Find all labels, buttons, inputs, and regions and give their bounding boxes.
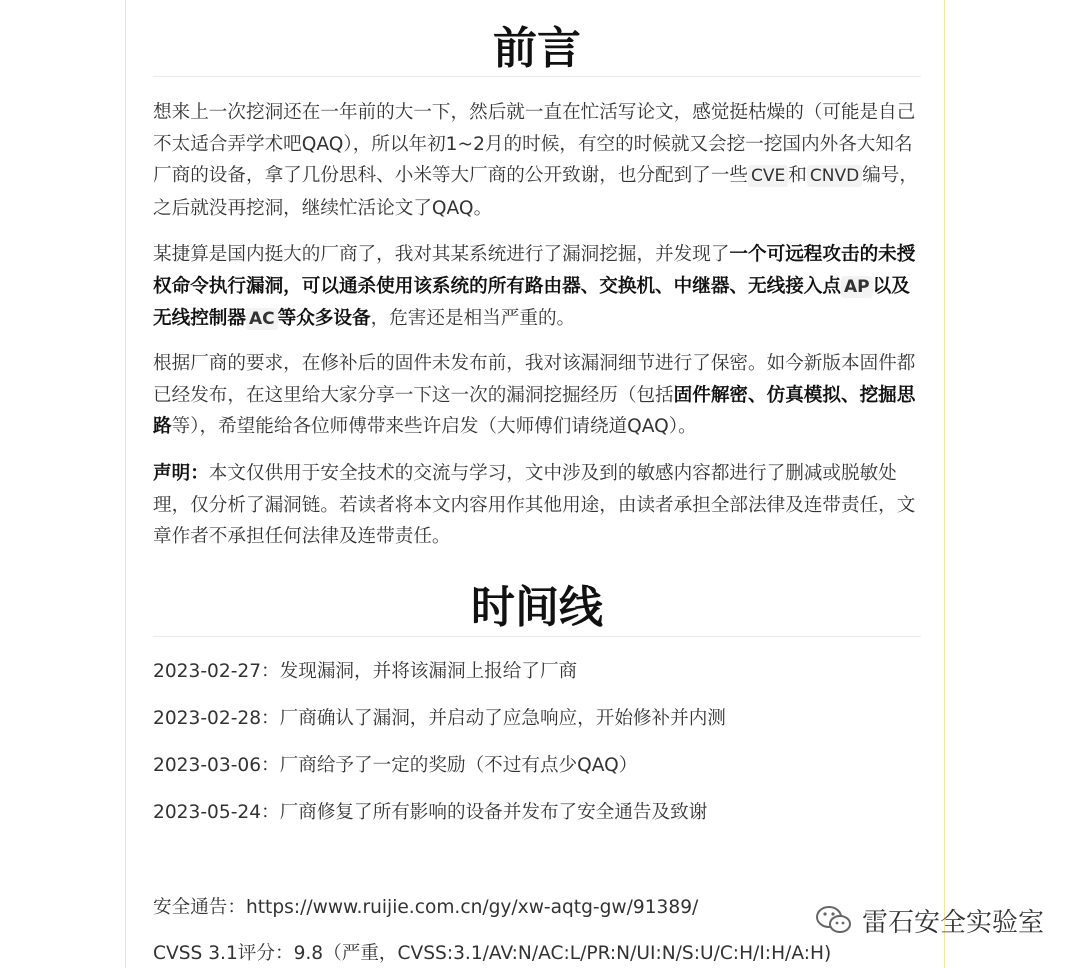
bold-text: 声明： (153, 463, 209, 484)
watermark (814, 902, 1044, 938)
paragraph-vulnerability (153, 239, 921, 336)
inline-code: AC (246, 308, 278, 330)
paragraph-intro (153, 97, 921, 224)
text-run: 和 (788, 165, 807, 186)
watermark-text: 雷石安全实验室 (861, 907, 1044, 938)
cvss-score: CVSS 3.1评分：9.8（严重，CVSS:3.1/AV:N/AC:L/PR:N/UI:N/S:U/C:H/I:H/A:H) (153, 943, 832, 964)
text-run: 编号，之后就没再挖洞，继续忙活论文了QAQ。 (153, 165, 918, 219)
security-notice-link[interactable]: 安全通告：https://www.ruijie.com.cn/gy/xw-aqtg-gw/91389/ (153, 897, 699, 918)
timeline-item: 2023-02-28：厂商确认了漏洞，并启动了应急响应，开始修补并内测 (153, 708, 726, 729)
timeline-item: 2023-02-27：发现漏洞，并将该漏洞上报给了厂商 (153, 661, 578, 682)
text-run: 本文仅供用于安全技术的交流与学习，文中涉及到的敏感内容都进行了删减或脱敏处理，仅分析了漏洞链。若读者将本文内容用作其他用途，由读者承担全部法律及连带责任，文章作者不承担任何法律及连带责任。 (153, 463, 916, 547)
wechat-icon (814, 904, 854, 936)
bold-text: 等众多设备 (277, 308, 371, 329)
paragraph-disclosure (153, 348, 921, 443)
bold-text: 以及无线控制器 (153, 275, 910, 329)
timeline-item: 2023-03-06：厂商给予了一定的奖励（不过有点少QAQ） (153, 755, 638, 776)
text-run: 某捷算是国内挺大的厂商了，我对其某系统进行了漏洞挖掘，并发现了 (153, 244, 730, 265)
inline-code: AP (841, 276, 873, 298)
heading-timeline: 时间线 (471, 582, 603, 633)
text-run: 根据厂商的要求，在修补后的固件未发布前，我对该漏洞细节进行了保密。如今新版本固件都已经发布，在这里给大家分享一下这一次的漏洞挖掘经历（包括 (153, 353, 916, 406)
text-run: 等），希望能给各位师傅带来些许启发（大师傅们请绕道QAQ）。 (171, 416, 697, 437)
heading-divider (153, 636, 921, 637)
heading-preface: 前言 (493, 23, 581, 74)
paragraph-disclaimer (153, 458, 921, 553)
text-run: ，危害还是相当严重的。 (370, 308, 576, 329)
article-page (125, 0, 945, 968)
bold-text: 一个可远程攻击的未授权命令执行漏洞，可以通杀使用该系统的所有路由器、交换机、中继器、无线接入点 (153, 244, 916, 297)
inline-code: CVE (748, 165, 788, 187)
bold-inline-code (841, 276, 873, 297)
text-run: 想来上一次挖洞还在一年前的大一下，然后就一直在忙活写论文，感觉挺枯燥的（可能是自己不太适合弄学术吧QAQ），所以年初1~2月的时候，有空的时候就又会挖一挖国内外各大知名厂商的设备，拿了几份思科、小米等大厂商的公开致谢，也分配到了一些 (153, 102, 916, 186)
bold-inline-code (246, 308, 278, 329)
timeline-item: 2023-05-24：厂商修复了所有影响的设备并发布了安全通告及致谢 (153, 802, 708, 823)
inline-code: CNVD (807, 165, 862, 187)
bold-text: 固件解密、仿真模拟、挖掘思路 (153, 384, 916, 437)
heading-divider (153, 76, 921, 77)
